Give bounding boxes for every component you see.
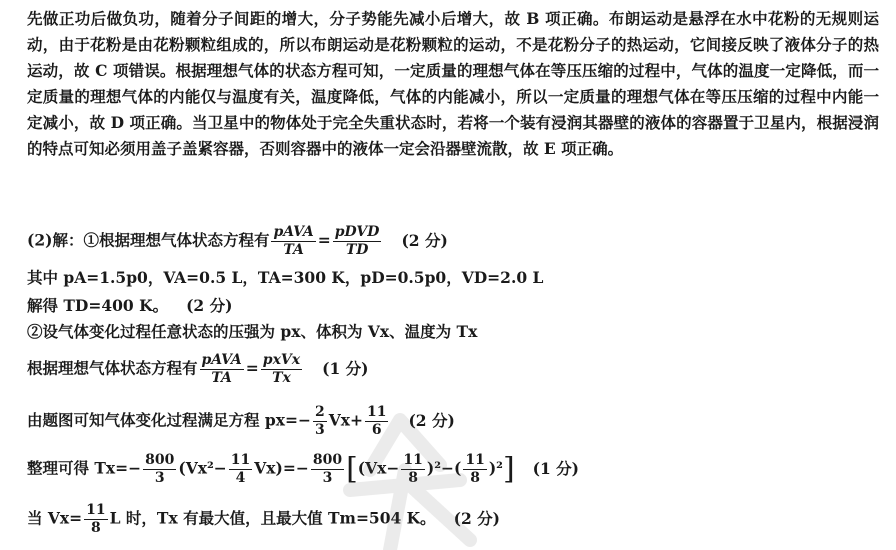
fraction-2-3: $\frac{2}{3}$	[314, 404, 325, 438]
fraction-pa-va-over-ta: $\frac{\text{pAVA}}{TA}$	[273, 224, 314, 258]
fraction-11-8: $\frac{11}{8}$	[86, 502, 106, 536]
equation-line-1: (2)解：①根据理想气体状态方程有 $\frac{\text{pAVA}}{TA}$ = $\frac{\text{pDVD}}{TD}$ (2 分)	[27, 224, 448, 258]
fraction-px-vx-over-tx: $\frac{\text{pxVx}}{Tx}$	[262, 352, 301, 386]
temperature-expression-line: 整理可得 Tx=− $\frac{800}{3}$ (Vx²− $\frac{11}{4}$ Vx)=− $\frac{800}{3}$ [(Vx− $\frac{11}{8}$ )²−( $\frac{11}{8}$ )²] (1 分)	[27, 451, 580, 487]
fraction-11-8: $\frac{11}{8}$	[403, 452, 423, 486]
score-label: (2 分)	[186, 296, 233, 315]
assumption-line: ②设气体变化过程任意状态的压强为 px、体积为 Vx、温度为 Tx	[27, 322, 478, 341]
fraction-11-4: $\frac{11}{4}$	[230, 452, 251, 486]
maximum-temperature-line: 当 Vx= $\frac{11}{8}$ L 时，Tx 有最大值，且最大值 Tm=504 K。 (2 分)	[27, 502, 501, 536]
fraction-800-3: $\frac{800}{3}$	[312, 452, 343, 486]
fraction-pa-va-over-ta: $\frac{\text{pAVA}}{TA}$	[201, 352, 242, 386]
fraction-11-6: $\frac{11}{6}$	[366, 404, 387, 438]
result-td-line: 解得 TD=400 K。 (2 分)	[27, 296, 233, 315]
score-label: (1 分)	[532, 458, 580, 478]
score-label: (2 分)	[453, 508, 501, 528]
fraction-pd-vd-over-td: $\frac{\text{pDVD}}{TD}$	[334, 224, 380, 258]
watermark-mark	[330, 410, 480, 550]
score-label: (2 分)	[401, 230, 448, 250]
given-values-line: 其中 pA=1.5p0，VA=0.5 L，TA=300 K，pD=0.5p0，VD=2.0 L	[27, 268, 544, 287]
score-label: (1 分)	[322, 358, 369, 378]
score-label: (2 分)	[408, 410, 455, 430]
fraction-800-3: $\frac{800}{3}$	[145, 452, 175, 486]
fraction-11-8: $\frac{11}{8}$	[465, 452, 485, 486]
process-equation-line: 由题图可知气体变化过程满足方程 px=− $\frac{2}{3}$ Vx+ $\frac{11}{6}$ (2 分)	[27, 404, 455, 438]
line1-prefix: (2)解：①根据理想气体状态方程有	[27, 230, 270, 250]
solution-paragraph: 先做正功后做负功，随着分子间距的增大，分子势能先减小后增大，故 B 项正确。布朗运动是悬浮在水中花粉的无规则运动，由于花粉是由花粉颗粒组成的，所以布朗运动是花粉颗粒的运动，不是花粉分子的热运动，它间接反映了液体分子的热运动，故 C 项错误。根据理想气体的状态方程可知，一定质量的理想气体在等压压缩的过程中，气体的温度一定降低，而一定质量的理想气体的内能仅与温度有关，温度降低，气体的内能减小，所以一定质量的理想气体在等压压缩的过程中内能一定减小，故 D 项正确。当卫星中的物体处于完全失重状态时，若将一个装有浸润其器壁的液体的容器置于卫星内，根据浸润的特点可知必须用盖子盖紧容器，否则容器中的液体一定会沿器壁流散，故 E 项正确。	[27, 9, 879, 158]
equation-line-2: 根据理想气体状态方程有 $\frac{\text{pAVA}}{TA}$ = $\frac{\text{pxVx}}{Tx}$ (1 分)	[27, 352, 369, 386]
